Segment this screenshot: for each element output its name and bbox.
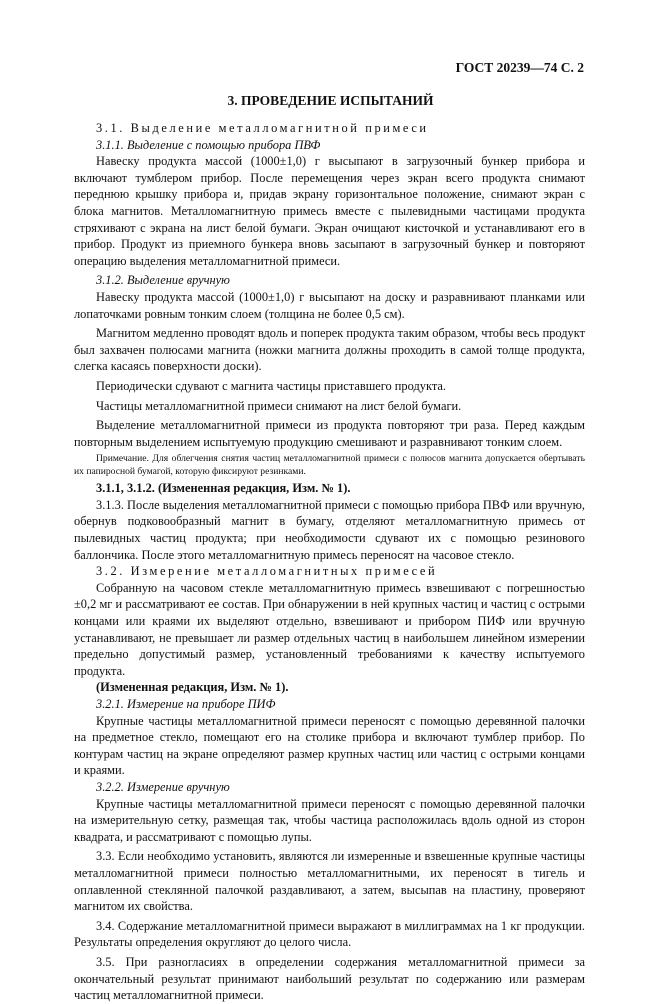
subsection-heading: 3.1. Выделение металломагнитной примеси — [96, 121, 429, 135]
subsection-heading: 3.2.2. Измерение вручную — [96, 779, 230, 794]
paragraph: 3.1.3. После выделения металломагнитной примеси с помощью прибора ПВФ или вручную, обернув подковообразный магнит в бумагу, отделяют металломагнитную примесь от пылевидных частиц продукта; при необходимости сдувают их с помощью резинового баллончика. После этого металломагнитную примесь переносят на часовое стекло. — [74, 497, 585, 562]
page-header: ГОСТ 20239—74 С. 2 — [455, 60, 584, 75]
paragraph: Крупные частицы металломагнитной примеси переносят с помощью деревянной палочки на измерительную сетку, размещая так, чтобы частица расположилась вдоль одной из сторон квадрата, и рассматривают с помощью лупы. — [74, 796, 585, 844]
paragraph: Периодически сдувают с магнита частицы приставшего продукта. — [96, 378, 446, 393]
subsection-heading: 3.2.1. Измерение на приборе ПИФ — [96, 697, 276, 711]
note: Примечание. Для облегчения снятия частиц металломагнитной примеси с полюсов магнита допускается обертывать их папиросной бумагой, которую фиксируют резинками. — [74, 453, 585, 478]
paragraph: Навеску продукта массой (1000±1,0) г высыпают в загрузочный бункер прибора и включают тумблером прибор. После перемещения через экран всего продукта снимают переднюю крышку прибора и, придав экрану горизонтальное положение, снимают экран с блока магнитов. Металломагнитную примесь вместе с пылевидными частицами продукта стряхивают с экрана на лист белой бумаги. Экран очищают кисточкой и устанавливают его в прибор. Продукт из приемного бункера вновь засыпают в загрузочный бункер и повторяют операцию выделения металломагнитной примеси. — [74, 154, 585, 268]
paragraph: 3.5. При разногласиях в определении содержания металломагнитной примеси за окончательный результат принимают наибольший результат по содержанию или размерам частиц металломагнитной примеси. — [74, 954, 585, 1003]
section-title: 3. ПРОВЕДЕНИЕ ИСПЫТАНИЙ — [227, 93, 434, 108]
paragraph: Собранную на часовом стекле металломагнитную примесь взвешивают с погрешностью ±0,2 мг и рассматривают ее состав. При обнаружении в ней крупных частиц и частиц с острыми концами или краями их выделяют отдельно, взвешивают и прибором ПИФ или вручную устанавливают, не превышает ли размер отдельных частиц в наибольшем линейном измерении предельно допустимый размер, установленный требованиями к качеству испытуемого продукта. — [74, 580, 585, 678]
paragraph: Магнитом медленно проводят вдоль и поперек продукта таким образом, чтобы весь продукт был захвачен полюсами магнита (ножки магнита должны проходить в самой толще продукта, слегка касаясь поверхности доски). — [74, 326, 585, 374]
amendment-note: (Измененная редакция, Изм. № 1). — [96, 680, 289, 695]
amendment-note: 3.1.1, 3.1.2. (Измененная редакция, Изм. № 1). — [96, 481, 351, 496]
paragraph: Крупные частицы металломагнитной примеси переносят с помощью деревянной палочки на предметное стекло, помещают его на столике прибора и включают тумблер прибор. По контурам частиц на экране определяют размер крупных частиц или частиц с острыми концами и краями. — [74, 713, 585, 778]
document-body — [74, 120, 585, 1004]
subsection-heading: 3.1.2. Выделение вручную — [96, 273, 230, 288]
paragraph: 3.3. Если необходимо установить, являются ли измеренные и взвешенные крупные частицы металломагнитной примеси полностью металломагнитными, их переносят в тигель и оплавленной стеклянной палочкой раздавливают, а затем, высыпав на пластину, проверяют магнитом их свойства. — [74, 849, 585, 914]
subsection-heading: 3.2. Измерение металломагнитных примесей — [96, 564, 438, 579]
subsection-heading: 3.1.1. Выделение с помощью прибора ПВФ — [96, 137, 321, 152]
paragraph: Частицы металломагнитной примеси снимают на лист белой бумаги. — [96, 398, 462, 413]
paragraph: Навеску продукта массой (1000±1,0) г высыпают на доску и разравнивают планками или лопаточками ровным тонким слоем (толщина не более 0,5 см). — [74, 289, 585, 321]
paragraph: 3.4. Содержание металломагнитной примеси выражают в миллиграммах на 1 кг продукции. Результаты определения округляют до целого числа. — [74, 918, 585, 950]
paragraph: Выделение металломагнитной примеси из продукта повторяют три раза. Перед каждым повторным выделением испытуемую продукцию смешивают и разравнивают тонким слоем. — [74, 418, 585, 449]
